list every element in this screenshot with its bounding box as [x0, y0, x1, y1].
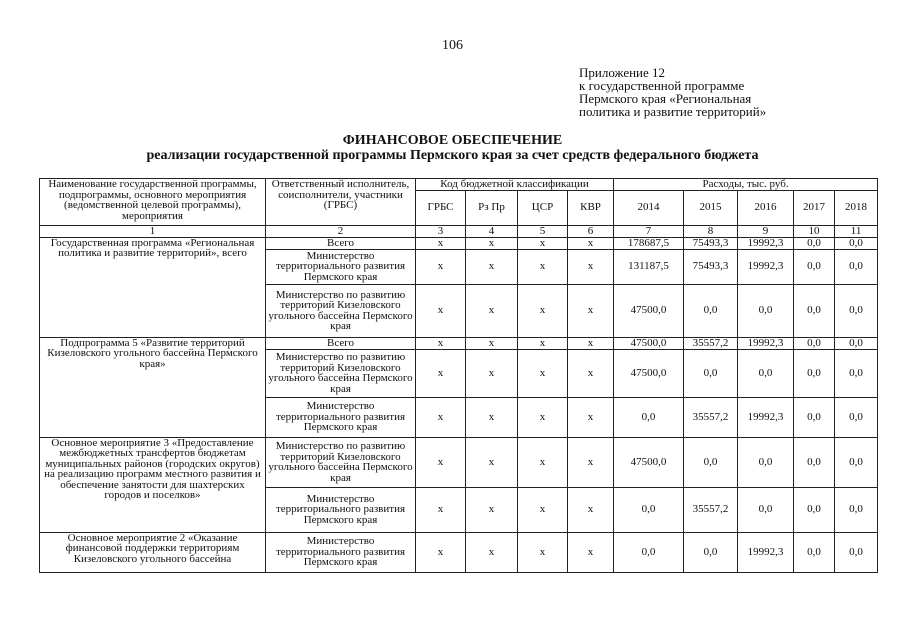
value-cell-2015: 0,0	[684, 349, 738, 397]
code-cell: х	[416, 437, 466, 487]
value-cell-2016: 19992,3	[738, 249, 794, 284]
code-cell: х	[568, 532, 614, 572]
executor-cell: Министерство территориального развития Пермского края	[266, 397, 416, 437]
code-cell: х	[518, 349, 568, 397]
appendix-line: к государственной программе	[579, 78, 745, 93]
value-cell-2014: 0,0	[614, 487, 684, 532]
column-number: 10	[794, 225, 835, 237]
value-cell-2018: 0,0	[835, 337, 878, 349]
column-number: 7	[614, 225, 684, 237]
header-code-3: ЦСР	[518, 190, 568, 225]
code-cell: х	[518, 487, 568, 532]
code-cell: х	[518, 532, 568, 572]
value-cell-2018: 0,0	[835, 487, 878, 532]
value-cell-2014: 0,0	[614, 532, 684, 572]
program-name-cell: Основное мероприятие 2 «Оказание финансовой поддержки территориям Кизеловского угольного бассейна	[40, 532, 266, 572]
program-name-cell: Государственная программа «Региональная политика и развитие территорий», всего	[40, 237, 266, 337]
value-cell-2014: 0,0	[614, 397, 684, 437]
program-name-cell: Подпрограмма 5 «Развитие территорий Кизеловского угольного бассейна Пермского края»	[40, 337, 266, 437]
executor-cell: Всего	[266, 237, 416, 249]
code-cell: х	[568, 284, 614, 337]
code-cell: х	[518, 284, 568, 337]
code-cell: х	[416, 249, 466, 284]
header-code-4: КВР	[568, 190, 614, 225]
executor-cell: Министерство по развитию территорий Кизеловского угольного бассейна Пермского края	[266, 437, 416, 487]
column-number: 11	[835, 225, 878, 237]
title-sub: реализации государственной программы Пермского края за счет средств федерального бюджета	[146, 148, 759, 163]
value-cell-2018: 0,0	[835, 397, 878, 437]
table-row	[40, 337, 878, 349]
executor-cell: Министерство территориального развития Пермского края	[266, 532, 416, 572]
code-cell: х	[466, 437, 518, 487]
column-number: 6	[568, 225, 614, 237]
header-year-2016: 2016	[738, 190, 794, 225]
code-cell: х	[416, 337, 466, 349]
header-year-2018: 2018	[835, 190, 878, 225]
value-cell-2017: 0,0	[794, 487, 835, 532]
header-year-2017: 2017	[794, 190, 835, 225]
value-cell-2016: 0,0	[738, 284, 794, 337]
code-cell: х	[466, 487, 518, 532]
code-cell: х	[568, 397, 614, 437]
value-cell-2015: 0,0	[684, 532, 738, 572]
value-cell-2016: 0,0	[738, 349, 794, 397]
code-cell: х	[518, 237, 568, 249]
value-cell-2016: 0,0	[738, 437, 794, 487]
code-cell: х	[466, 284, 518, 337]
value-cell-2018: 0,0	[835, 284, 878, 337]
table-body	[40, 237, 878, 572]
header-year-2014: 2014	[614, 190, 684, 225]
value-cell-2017: 0,0	[794, 237, 835, 249]
value-cell-2015: 35557,2	[684, 337, 738, 349]
code-cell: х	[466, 249, 518, 284]
value-cell-2018: 0,0	[835, 437, 878, 487]
value-cell-2015: 75493,3	[684, 237, 738, 249]
value-cell-2016: 19992,3	[738, 237, 794, 249]
page-number: 106	[442, 38, 463, 53]
code-cell: х	[416, 349, 466, 397]
code-cell: х	[466, 349, 518, 397]
header-code-2: Рз Пр	[466, 190, 518, 225]
column-number: 8	[684, 225, 738, 237]
code-cell: х	[466, 532, 518, 572]
appendix-line: Пермского края «Региональная	[579, 91, 752, 106]
appendix-note	[579, 66, 766, 118]
value-cell-2014: 47500,0	[614, 437, 684, 487]
value-cell-2017: 0,0	[794, 397, 835, 437]
value-cell-2016: 0,0	[738, 487, 794, 532]
code-cell: х	[416, 532, 466, 572]
code-cell: х	[568, 337, 614, 349]
executor-cell: Министерство по развитию территорий Кизеловского угольного бассейна Пермского края	[266, 284, 416, 337]
value-cell-2015: 0,0	[684, 437, 738, 487]
value-cell-2017: 0,0	[794, 337, 835, 349]
executor-cell: Министерство территориального развития Пермского края	[266, 487, 416, 532]
value-cell-2018: 0,0	[835, 237, 878, 249]
document-title	[0, 133, 905, 163]
column-number: 9	[738, 225, 794, 237]
value-cell-2017: 0,0	[794, 284, 835, 337]
code-cell: х	[568, 487, 614, 532]
code-cell: х	[466, 237, 518, 249]
code-cell: х	[518, 337, 568, 349]
executor-cell: Министерство по развитию территорий Кизеловского угольного бассейна Пермского края	[266, 349, 416, 397]
column-number: 4	[466, 225, 518, 237]
value-cell-2017: 0,0	[794, 349, 835, 397]
column-numbers-row	[40, 225, 878, 237]
code-cell: х	[568, 249, 614, 284]
code-cell: х	[416, 237, 466, 249]
code-cell: х	[518, 397, 568, 437]
code-cell: х	[568, 437, 614, 487]
value-cell-2015: 35557,2	[684, 397, 738, 437]
header-year-2015: 2015	[684, 190, 738, 225]
value-cell-2018: 0,0	[835, 349, 878, 397]
title-main: ФИНАНСОВОЕ ОБЕСПЕЧЕНИЕ	[342, 133, 563, 148]
column-number: 2	[266, 225, 416, 237]
code-cell: х	[568, 237, 614, 249]
code-cell: х	[466, 337, 518, 349]
code-cell: х	[416, 284, 466, 337]
code-cell: х	[416, 397, 466, 437]
header-code-1: ГРБС	[416, 190, 466, 225]
code-cell: х	[568, 349, 614, 397]
table-row	[40, 237, 878, 249]
value-cell-2016: 19992,3	[738, 532, 794, 572]
value-cell-2017: 0,0	[794, 532, 835, 572]
value-cell-2014: 178687,5	[614, 237, 684, 249]
table-row	[40, 437, 878, 487]
column-number: 1	[40, 225, 266, 237]
executor-cell: Всего	[266, 337, 416, 349]
value-cell-2016: 19992,3	[738, 397, 794, 437]
header-name: Наименование государственной программы, подпрограммы, основного мероприятия (ведомственной целевой программы), мероприятия	[40, 179, 266, 226]
value-cell-2014: 47500,0	[614, 349, 684, 397]
table-header-row	[40, 179, 878, 191]
header-budget-code: Код бюджетной классификации	[416, 179, 614, 191]
value-cell-2018: 0,0	[835, 532, 878, 572]
executor-cell: Министерство территориального развития Пермского края	[266, 249, 416, 284]
header-executor: Ответственный исполнитель, соисполнители, участники (ГРБС)	[266, 179, 416, 226]
code-cell: х	[466, 397, 518, 437]
program-name-cell: Основное мероприятие 3 «Предоставление межбюджетных трансфертов бюджетам муниципальных районов (городских округов) на реализацию программ местного развития и обеспечение занятости для шахтерских городов и поселков»	[40, 437, 266, 532]
appendix-line: политика и развитие территорий»	[579, 104, 767, 119]
value-cell-2014: 47500,0	[614, 284, 684, 337]
value-cell-2015: 75493,3	[684, 249, 738, 284]
column-number: 5	[518, 225, 568, 237]
value-cell-2014: 131187,5	[614, 249, 684, 284]
appendix-line: Приложение 12	[579, 65, 666, 80]
header-expenses: Расходы, тыс. руб.	[614, 179, 878, 191]
value-cell-2017: 0,0	[794, 437, 835, 487]
value-cell-2015: 0,0	[684, 284, 738, 337]
value-cell-2014: 47500,0	[614, 337, 684, 349]
value-cell-2018: 0,0	[835, 249, 878, 284]
code-cell: х	[518, 437, 568, 487]
value-cell-2015: 35557,2	[684, 487, 738, 532]
code-cell: х	[416, 487, 466, 532]
financing-table	[39, 178, 878, 573]
table-row	[40, 532, 878, 572]
column-number: 3	[416, 225, 466, 237]
value-cell-2016: 19992,3	[738, 337, 794, 349]
code-cell: х	[518, 249, 568, 284]
value-cell-2017: 0,0	[794, 249, 835, 284]
